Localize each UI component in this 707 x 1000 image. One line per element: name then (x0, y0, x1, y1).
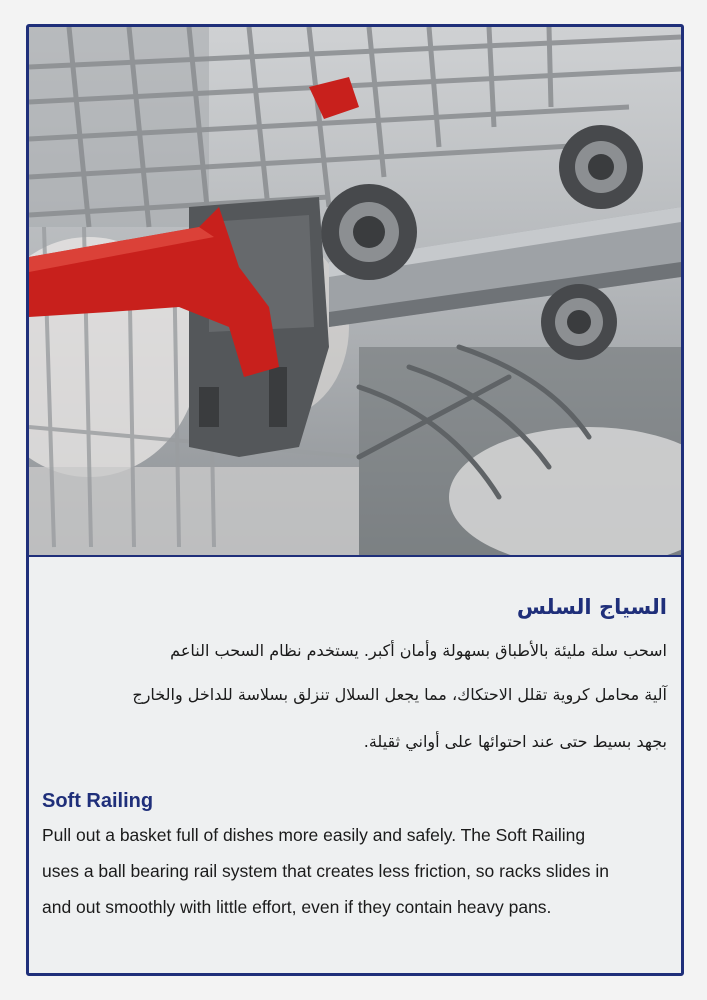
arabic-feature-title: السياج السلس (516, 595, 667, 619)
english-description-line: and out smoothly with little effort, even if they contain heavy pans. (42, 897, 552, 917)
dishwasher-rail-photo (29, 27, 681, 557)
feature-card (26, 24, 684, 976)
english-description-line: uses a ball bearing rail system that creates less friction, so racks slides in (42, 861, 610, 881)
arabic-description-line: اسحب سلة مليئة بالأطباق بسهولة وأمان أكبر. يستخدم نظام السحب الناعم (170, 641, 667, 660)
english-description-line: Pull out a basket full of dishes more easily and safely. The Soft Railing (42, 825, 586, 845)
arabic-description-line: آلية محامل كروية تقلل الاحتكاك، مما يجعل السلال تنزلق بسلاسة للداخل والخارج (132, 685, 667, 704)
arabic-description-line: بجهد بسيط حتى عند احتوائها على أواني ثقيلة. (363, 732, 667, 751)
english-feature-title: Soft Railing (42, 790, 154, 812)
